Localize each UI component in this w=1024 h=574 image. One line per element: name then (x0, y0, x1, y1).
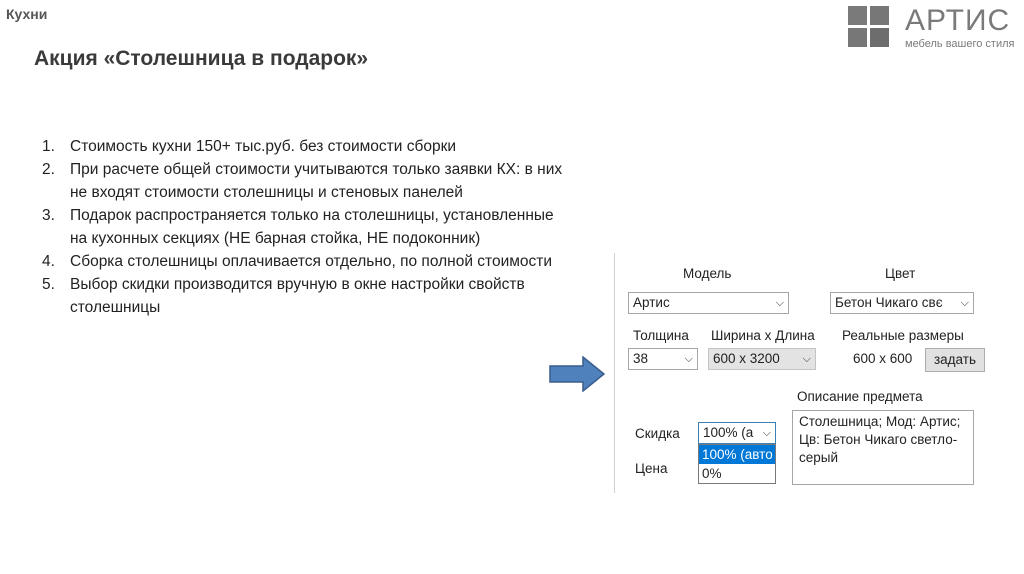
list-item-number: 2. (42, 161, 55, 178)
discount-select[interactable] (698, 422, 776, 444)
discount-option-auto[interactable]: 100% (авто (699, 445, 775, 464)
real-size-label: Реальные размеры (842, 328, 964, 343)
arrow-right-icon (549, 356, 605, 392)
discount-select-value: 100% (а (703, 425, 754, 440)
list-item-text: При расчете общей стоимости учитываются только заявки КХ: в них не входят стоимости столешницы и стеновых панелей (70, 161, 563, 201)
discount-option-zero[interactable]: 0% (702, 466, 722, 481)
brand-logo (848, 6, 1024, 50)
chevron-down-icon[interactable]: ⌵ (802, 353, 811, 365)
set-size-button[interactable]: задать (925, 348, 985, 372)
logo-name: АРТИС (905, 4, 1011, 37)
discount-dropdown-list[interactable] (698, 444, 776, 484)
logo-grid-icon (848, 6, 890, 48)
list-item (34, 204, 564, 250)
model-label: Модель (683, 266, 732, 281)
discount-label: Скидка (635, 426, 680, 441)
chevron-down-icon[interactable]: ⌵ (775, 297, 784, 309)
chevron-down-icon[interactable]: ⌵ (960, 297, 969, 309)
logo-tagline: мебель вашего стиля (905, 38, 1015, 50)
model-select-value: Артис (633, 295, 670, 310)
chevron-down-icon[interactable]: ⌵ (684, 353, 693, 365)
list-item-number: 1. (42, 138, 55, 155)
list-item-number: 5. (42, 276, 55, 293)
list-item (34, 250, 564, 273)
list-item (34, 135, 564, 158)
model-select[interactable] (628, 292, 789, 314)
real-size-value: 600 x 600 (853, 351, 913, 366)
list-item-number: 4. (42, 253, 55, 270)
list-item-text: Подарок распространяется только на столешницы, установленные на кухонных секциях (НЕ барная стойка, НЕ подоконник) (70, 207, 554, 247)
list-item-text: Сборка столешницы оплачивается отдельно, по полной стоимости (70, 253, 553, 270)
description-textarea[interactable]: Столешница; Мод: Артис; Цв: Бетон Чикаго светло-серый (792, 410, 974, 485)
color-select[interactable] (830, 292, 974, 314)
thickness-select-value: 38 (633, 351, 649, 366)
list-item-text: Стоимость кухни 150+ тыс.руб. без стоимости сборки (70, 138, 457, 155)
conditions-list (34, 135, 564, 319)
color-select-value: Бетон Чикаго свє (835, 295, 943, 310)
size-label: Ширина х Длина (711, 328, 815, 343)
panel-divider (614, 253, 615, 493)
slide-title: Акция «Столешница в подарок» (34, 47, 369, 70)
list-item (34, 273, 564, 319)
size-select[interactable] (708, 348, 816, 370)
price-label: Цена (635, 461, 668, 476)
color-label: Цвет (885, 266, 916, 281)
description-label: Описание предмета (797, 389, 923, 404)
section-label: Кухни (6, 6, 48, 22)
list-item-text: Выбор скидки производится вручную в окне настройки свойств столешницы (70, 276, 525, 316)
list-item (34, 158, 564, 204)
size-select-value: 600 x 3200 (713, 351, 780, 366)
thickness-select[interactable] (628, 348, 698, 370)
thickness-label: Толщина (633, 328, 689, 343)
chevron-down-icon[interactable]: ⌵ (762, 427, 771, 439)
list-item-number: 3. (42, 207, 55, 224)
